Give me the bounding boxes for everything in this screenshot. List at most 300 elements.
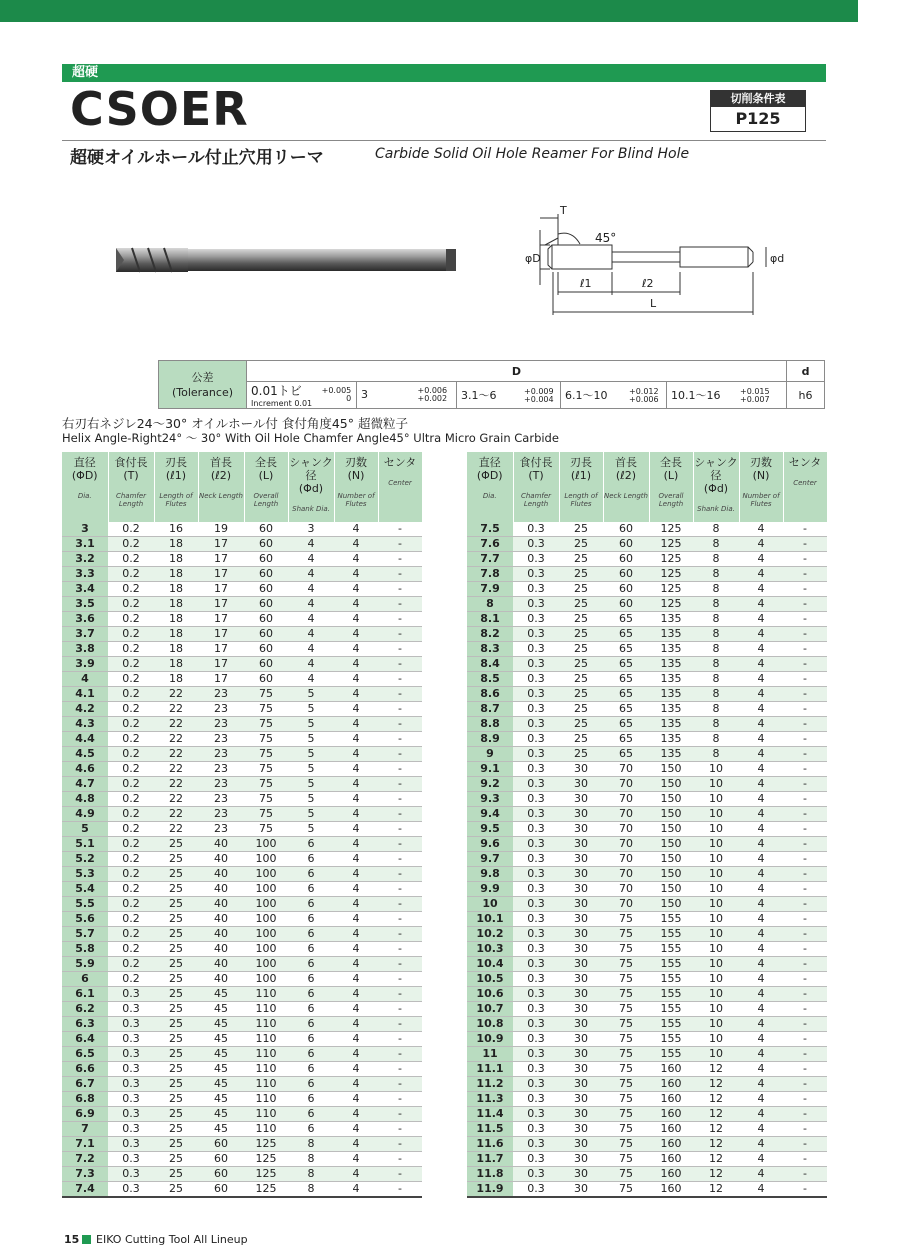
cell-center: - — [783, 537, 827, 552]
table-row — [467, 522, 827, 537]
cell-dia: 9.3 — [467, 792, 513, 807]
cell-dia: 4 — [62, 672, 108, 687]
cell-flutes: 4 — [334, 747, 378, 762]
cell-center: - — [378, 807, 422, 822]
cell-dia: 4.4 — [62, 732, 108, 747]
cell-overall: 155 — [649, 972, 693, 987]
cell-chamfer: 0.3 — [513, 882, 559, 897]
cell-dia: 3.7 — [62, 627, 108, 642]
cell-flute: 18 — [154, 582, 198, 597]
cell-flutes: 4 — [739, 1047, 783, 1062]
cell-overall: 150 — [649, 882, 693, 897]
cell-chamfer: 0.3 — [108, 1092, 154, 1107]
cell-flute: 30 — [559, 1182, 603, 1198]
col-header-en: Length of Flutes — [564, 492, 598, 508]
range-2-lower: +0.004 — [524, 394, 554, 404]
cell-center: - — [378, 912, 422, 927]
cell-flute: 30 — [559, 1062, 603, 1077]
cell-dia: 11.1 — [467, 1062, 513, 1077]
cell-neck: 65 — [603, 747, 649, 762]
col-header-symbol: (T) — [528, 469, 544, 482]
cell-dia: 5 — [62, 822, 108, 837]
cell-chamfer: 0.3 — [513, 897, 559, 912]
dim-overall-label: L — [650, 297, 657, 310]
cell-shank: 6 — [288, 1017, 334, 1032]
cell-shank: 12 — [693, 1167, 739, 1182]
table-row — [62, 702, 422, 717]
cell-flute: 30 — [559, 837, 603, 852]
table-row — [62, 807, 422, 822]
reamer-photo — [110, 240, 460, 280]
cell-shank: 5 — [288, 792, 334, 807]
cell-flute: 25 — [559, 717, 603, 732]
col-header-jp: 刃数 — [345, 456, 367, 469]
cell-neck: 65 — [603, 702, 649, 717]
cell-center: - — [783, 987, 827, 1002]
cell-overall: 100 — [244, 957, 288, 972]
table-row — [467, 642, 827, 657]
subtitle-japanese: 超硬オイルホール付止穴用リーマ — [70, 148, 324, 168]
col-header-chamfer — [108, 452, 154, 522]
table-row — [467, 837, 827, 852]
cell-dia: 4.3 — [62, 717, 108, 732]
cell-center: - — [378, 537, 422, 552]
cell-flute: 18 — [154, 552, 198, 567]
cell-dia: 5.5 — [62, 897, 108, 912]
cell-flute: 25 — [559, 522, 603, 537]
cell-overall: 75 — [244, 792, 288, 807]
col-header-symbol: (ΦD) — [71, 469, 98, 482]
cell-shank: 5 — [288, 702, 334, 717]
cell-dia: 8.7 — [467, 702, 513, 717]
cell-dia: 9.9 — [467, 882, 513, 897]
cell-flute: 25 — [154, 837, 198, 852]
col-header-jp: シャンク径 — [694, 456, 738, 482]
cell-overall: 125 — [649, 537, 693, 552]
cell-shank: 8 — [693, 522, 739, 537]
col-header-jp: センタ — [383, 456, 417, 469]
cell-overall: 160 — [649, 1182, 693, 1198]
cell-chamfer: 0.3 — [108, 1017, 154, 1032]
tolerance-d-header: D — [247, 361, 787, 382]
table-row — [467, 792, 827, 807]
range-4-upper: +0.015 — [740, 386, 770, 396]
cell-dia: 9 — [467, 747, 513, 762]
cell-overall: 155 — [649, 1002, 693, 1017]
cell-dia: 6.3 — [62, 1017, 108, 1032]
cell-flute: 25 — [559, 597, 603, 612]
cell-dia: 3.8 — [62, 642, 108, 657]
cell-center: - — [783, 912, 827, 927]
cell-neck: 45 — [198, 1122, 244, 1137]
cell-flutes: 4 — [334, 972, 378, 987]
cell-center: - — [378, 867, 422, 882]
cell-shank: 6 — [288, 912, 334, 927]
cell-overall: 125 — [244, 1137, 288, 1152]
cell-chamfer: 0.3 — [513, 642, 559, 657]
cell-overall: 150 — [649, 867, 693, 882]
cell-chamfer: 0.3 — [108, 1077, 154, 1092]
cell-chamfer: 0.3 — [513, 687, 559, 702]
col-header-jp: 首長 — [210, 456, 232, 469]
cell-dia: 4.1 — [62, 687, 108, 702]
cell-neck: 75 — [603, 942, 649, 957]
cell-center: - — [783, 1137, 827, 1152]
col-header-en: Neck Length — [199, 492, 243, 500]
cell-overall: 75 — [244, 717, 288, 732]
cell-chamfer: 0.3 — [513, 612, 559, 627]
cell-center: - — [783, 957, 827, 972]
cell-center: - — [378, 882, 422, 897]
cell-shank: 10 — [693, 972, 739, 987]
cell-chamfer: 0.3 — [108, 1182, 154, 1198]
cell-flutes: 4 — [739, 582, 783, 597]
page-number: 15 — [64, 1233, 80, 1246]
cell-flutes: 4 — [334, 1077, 378, 1092]
cell-chamfer: 0.3 — [513, 1062, 559, 1077]
cell-flutes: 4 — [739, 1122, 783, 1137]
table-row — [62, 1182, 422, 1198]
cell-dia: 5.7 — [62, 927, 108, 942]
cell-flutes: 4 — [739, 837, 783, 852]
product-table-left — [62, 452, 423, 1198]
cell-dia: 9.6 — [467, 837, 513, 852]
cell-chamfer: 0.3 — [513, 1182, 559, 1198]
cell-chamfer: 0.2 — [108, 657, 154, 672]
table-row — [467, 1122, 827, 1137]
cell-flutes: 4 — [739, 777, 783, 792]
cell-overall: 150 — [649, 822, 693, 837]
col-header-en: Overall Length — [253, 492, 279, 508]
cell-shank: 6 — [288, 1122, 334, 1137]
cell-chamfer: 0.2 — [108, 777, 154, 792]
cell-overall: 150 — [649, 792, 693, 807]
cell-flute: 30 — [559, 822, 603, 837]
cell-neck: 70 — [603, 852, 649, 867]
col-header-jp: 刃数 — [750, 456, 772, 469]
cell-shank: 4 — [288, 612, 334, 627]
range-2-upper: +0.009 — [524, 386, 554, 396]
cell-neck: 60 — [198, 1137, 244, 1152]
cell-shank: 12 — [693, 1077, 739, 1092]
cell-center: - — [378, 1032, 422, 1047]
cell-flute: 25 — [154, 1032, 198, 1047]
cell-shank: 4 — [288, 642, 334, 657]
cell-dia: 9.4 — [467, 807, 513, 822]
cell-flutes: 4 — [739, 522, 783, 537]
cell-neck: 65 — [603, 642, 649, 657]
cell-chamfer: 0.3 — [513, 1092, 559, 1107]
cell-flute: 30 — [559, 1152, 603, 1167]
cell-center: - — [378, 1122, 422, 1137]
cell-center: - — [783, 777, 827, 792]
cell-shank: 5 — [288, 732, 334, 747]
cell-shank: 12 — [693, 1092, 739, 1107]
col-header-dia — [467, 452, 513, 522]
cell-shank: 5 — [288, 687, 334, 702]
cell-flutes: 4 — [739, 942, 783, 957]
cell-center: - — [378, 897, 422, 912]
cell-dia: 3.5 — [62, 597, 108, 612]
cell-chamfer: 0.2 — [108, 807, 154, 822]
table-row — [467, 867, 827, 882]
cell-shank: 8 — [693, 672, 739, 687]
cell-dia: 8.1 — [467, 612, 513, 627]
table-row — [467, 597, 827, 612]
cell-overall: 60 — [244, 627, 288, 642]
cell-flute: 25 — [154, 1017, 198, 1032]
cell-flute: 30 — [559, 1032, 603, 1047]
cell-center: - — [783, 792, 827, 807]
cell-shank: 8 — [693, 717, 739, 732]
cell-center: - — [783, 882, 827, 897]
table-row — [467, 567, 827, 582]
col-header-dia — [62, 452, 108, 522]
cell-shank: 5 — [288, 822, 334, 837]
col-header-symbol: (ℓ1) — [570, 469, 592, 482]
cell-chamfer: 0.2 — [108, 747, 154, 762]
cell-dia: 10.8 — [467, 1017, 513, 1032]
cell-center: - — [783, 1032, 827, 1047]
cell-flutes: 4 — [334, 852, 378, 867]
cell-center: - — [783, 1182, 827, 1198]
table-row — [62, 1167, 422, 1182]
cell-chamfer: 0.3 — [513, 762, 559, 777]
cell-chamfer: 0.3 — [513, 927, 559, 942]
cell-neck: 75 — [603, 1002, 649, 1017]
cell-flute: 18 — [154, 627, 198, 642]
cell-overall: 60 — [244, 537, 288, 552]
cell-neck: 70 — [603, 822, 649, 837]
cell-shank: 10 — [693, 942, 739, 957]
table-row — [467, 1062, 827, 1077]
cell-center: - — [378, 762, 422, 777]
cell-neck: 70 — [603, 762, 649, 777]
table-row — [62, 1032, 422, 1047]
table-row — [467, 582, 827, 597]
cell-neck: 40 — [198, 972, 244, 987]
cell-chamfer: 0.3 — [513, 852, 559, 867]
cell-shank: 8 — [693, 537, 739, 552]
table-row — [467, 552, 827, 567]
cell-shank: 4 — [288, 597, 334, 612]
cell-flutes: 4 — [334, 1092, 378, 1107]
table-row — [62, 1107, 422, 1122]
col-header-jp: センタ — [788, 456, 822, 469]
cell-shank: 8 — [693, 597, 739, 612]
cell-center: - — [783, 597, 827, 612]
cell-center: - — [783, 702, 827, 717]
cell-shank: 8 — [693, 732, 739, 747]
cell-chamfer: 0.2 — [108, 642, 154, 657]
table-row — [62, 897, 422, 912]
col-header-en: Chamfer Length — [115, 492, 147, 508]
cell-overall: 160 — [649, 1062, 693, 1077]
cell-dia: 3.6 — [62, 612, 108, 627]
cell-flutes: 4 — [334, 792, 378, 807]
cell-shank: 5 — [288, 807, 334, 822]
cell-shank: 6 — [288, 852, 334, 867]
table-row — [62, 642, 422, 657]
cell-chamfer: 0.3 — [513, 597, 559, 612]
table-row — [467, 672, 827, 687]
cell-neck: 45 — [198, 1002, 244, 1017]
cell-flute: 30 — [559, 927, 603, 942]
cell-shank: 8 — [693, 567, 739, 582]
cell-dia: 9.2 — [467, 777, 513, 792]
col-header-shank — [288, 452, 334, 522]
cell-center: - — [783, 567, 827, 582]
cell-neck: 40 — [198, 942, 244, 957]
cell-neck: 45 — [198, 1077, 244, 1092]
cell-shank: 6 — [288, 897, 334, 912]
cell-shank: 10 — [693, 897, 739, 912]
cell-chamfer: 0.3 — [513, 537, 559, 552]
cell-neck: 75 — [603, 912, 649, 927]
cell-flute: 22 — [154, 777, 198, 792]
top-banner — [0, 0, 858, 22]
cell-overall: 160 — [649, 1167, 693, 1182]
cell-neck: 45 — [198, 1062, 244, 1077]
cell-dia: 10.9 — [467, 1032, 513, 1047]
col-header-symbol: (N) — [752, 469, 770, 482]
table-row — [467, 897, 827, 912]
cell-neck: 70 — [603, 792, 649, 807]
cell-shank: 6 — [288, 927, 334, 942]
cell-center: - — [783, 717, 827, 732]
cell-dia: 7.8 — [467, 567, 513, 582]
cell-flutes: 4 — [334, 1002, 378, 1017]
table-row — [62, 927, 422, 942]
table-row — [62, 597, 422, 612]
cell-dia: 4.9 — [62, 807, 108, 822]
table-row — [467, 927, 827, 942]
cell-flutes: 4 — [739, 1167, 783, 1182]
cell-neck: 75 — [603, 1047, 649, 1062]
cell-flute: 30 — [559, 1137, 603, 1152]
cell-flute: 25 — [154, 897, 198, 912]
table-row — [467, 1137, 827, 1152]
cell-dia: 3.4 — [62, 582, 108, 597]
cell-shank: 8 — [693, 687, 739, 702]
cell-overall: 160 — [649, 1092, 693, 1107]
cell-flutes: 4 — [739, 702, 783, 717]
cell-neck: 40 — [198, 912, 244, 927]
cell-flute: 25 — [154, 1152, 198, 1167]
cell-neck: 65 — [603, 627, 649, 642]
col-header-jp: 直径 — [73, 456, 96, 469]
cell-flutes: 4 — [739, 747, 783, 762]
cell-flute: 22 — [154, 747, 198, 762]
cell-dia: 3.2 — [62, 552, 108, 567]
cell-overall: 100 — [244, 882, 288, 897]
cell-dia: 7.9 — [467, 582, 513, 597]
cell-flutes: 4 — [334, 1017, 378, 1032]
cell-neck: 75 — [603, 957, 649, 972]
cell-flutes: 4 — [334, 687, 378, 702]
cell-dia: 3.1 — [62, 537, 108, 552]
range-3-lower: +0.006 — [629, 394, 659, 404]
cell-center: - — [378, 987, 422, 1002]
table-row — [62, 1137, 422, 1152]
cell-chamfer: 0.3 — [513, 657, 559, 672]
cell-chamfer: 0.2 — [108, 822, 154, 837]
cell-overall: 100 — [244, 867, 288, 882]
cell-dia: 3 — [62, 522, 108, 537]
cell-center: - — [378, 792, 422, 807]
cell-center: - — [783, 1167, 827, 1182]
cell-dia: 4.5 — [62, 747, 108, 762]
cell-flutes: 4 — [739, 1062, 783, 1077]
col-header-symbol: (Φd) — [298, 482, 324, 495]
cell-center: - — [783, 1122, 827, 1137]
cell-center: - — [378, 837, 422, 852]
cell-overall: 60 — [244, 522, 288, 537]
cell-chamfer: 0.3 — [108, 1062, 154, 1077]
tolerance-range-1 — [357, 382, 457, 409]
col-header-center — [378, 452, 422, 522]
cell-flute: 30 — [559, 972, 603, 987]
cell-chamfer: 0.3 — [513, 957, 559, 972]
cell-flute: 18 — [154, 672, 198, 687]
cell-dia: 10.3 — [467, 942, 513, 957]
cell-flutes: 4 — [739, 867, 783, 882]
cell-neck: 60 — [198, 1182, 244, 1198]
range-3-label: 6.1〜10 — [565, 388, 608, 402]
col-header-flutes — [334, 452, 378, 522]
cell-center: - — [378, 1017, 422, 1032]
cell-flute: 22 — [154, 687, 198, 702]
cell-flute: 25 — [154, 1062, 198, 1077]
cell-neck: 45 — [198, 1017, 244, 1032]
cell-center: - — [783, 807, 827, 822]
col-header-flutes — [739, 452, 783, 522]
cell-flutes: 4 — [334, 612, 378, 627]
cell-dia: 8.4 — [467, 657, 513, 672]
cell-center: - — [378, 1092, 422, 1107]
range-4-label: 10.1〜16 — [671, 388, 721, 402]
table-row — [467, 702, 827, 717]
table-row — [467, 687, 827, 702]
cutting-condition-label: 切削条件表 — [711, 91, 805, 107]
cell-neck: 40 — [198, 882, 244, 897]
cell-dia: 11.7 — [467, 1152, 513, 1167]
cell-center: - — [378, 567, 422, 582]
cell-shank: 8 — [693, 657, 739, 672]
cell-overall: 150 — [649, 897, 693, 912]
table-row — [62, 672, 422, 687]
col-header-chamfer — [513, 452, 559, 522]
cell-overall: 75 — [244, 732, 288, 747]
cell-chamfer: 0.3 — [513, 837, 559, 852]
cell-shank: 10 — [693, 1032, 739, 1047]
cell-flutes: 4 — [334, 567, 378, 582]
cell-center: - — [378, 777, 422, 792]
cell-overall: 135 — [649, 612, 693, 627]
cell-flute: 25 — [154, 1092, 198, 1107]
cell-overall: 155 — [649, 1032, 693, 1047]
col-header-en: Shank Dia. — [697, 505, 735, 513]
cell-center: - — [378, 942, 422, 957]
cell-shank: 8 — [288, 1182, 334, 1198]
cell-overall: 160 — [649, 1152, 693, 1167]
table-row — [62, 552, 422, 567]
cell-overall: 150 — [649, 852, 693, 867]
cell-flutes: 4 — [334, 1137, 378, 1152]
cell-overall: 155 — [649, 912, 693, 927]
cell-center: - — [378, 642, 422, 657]
cell-overall: 60 — [244, 672, 288, 687]
